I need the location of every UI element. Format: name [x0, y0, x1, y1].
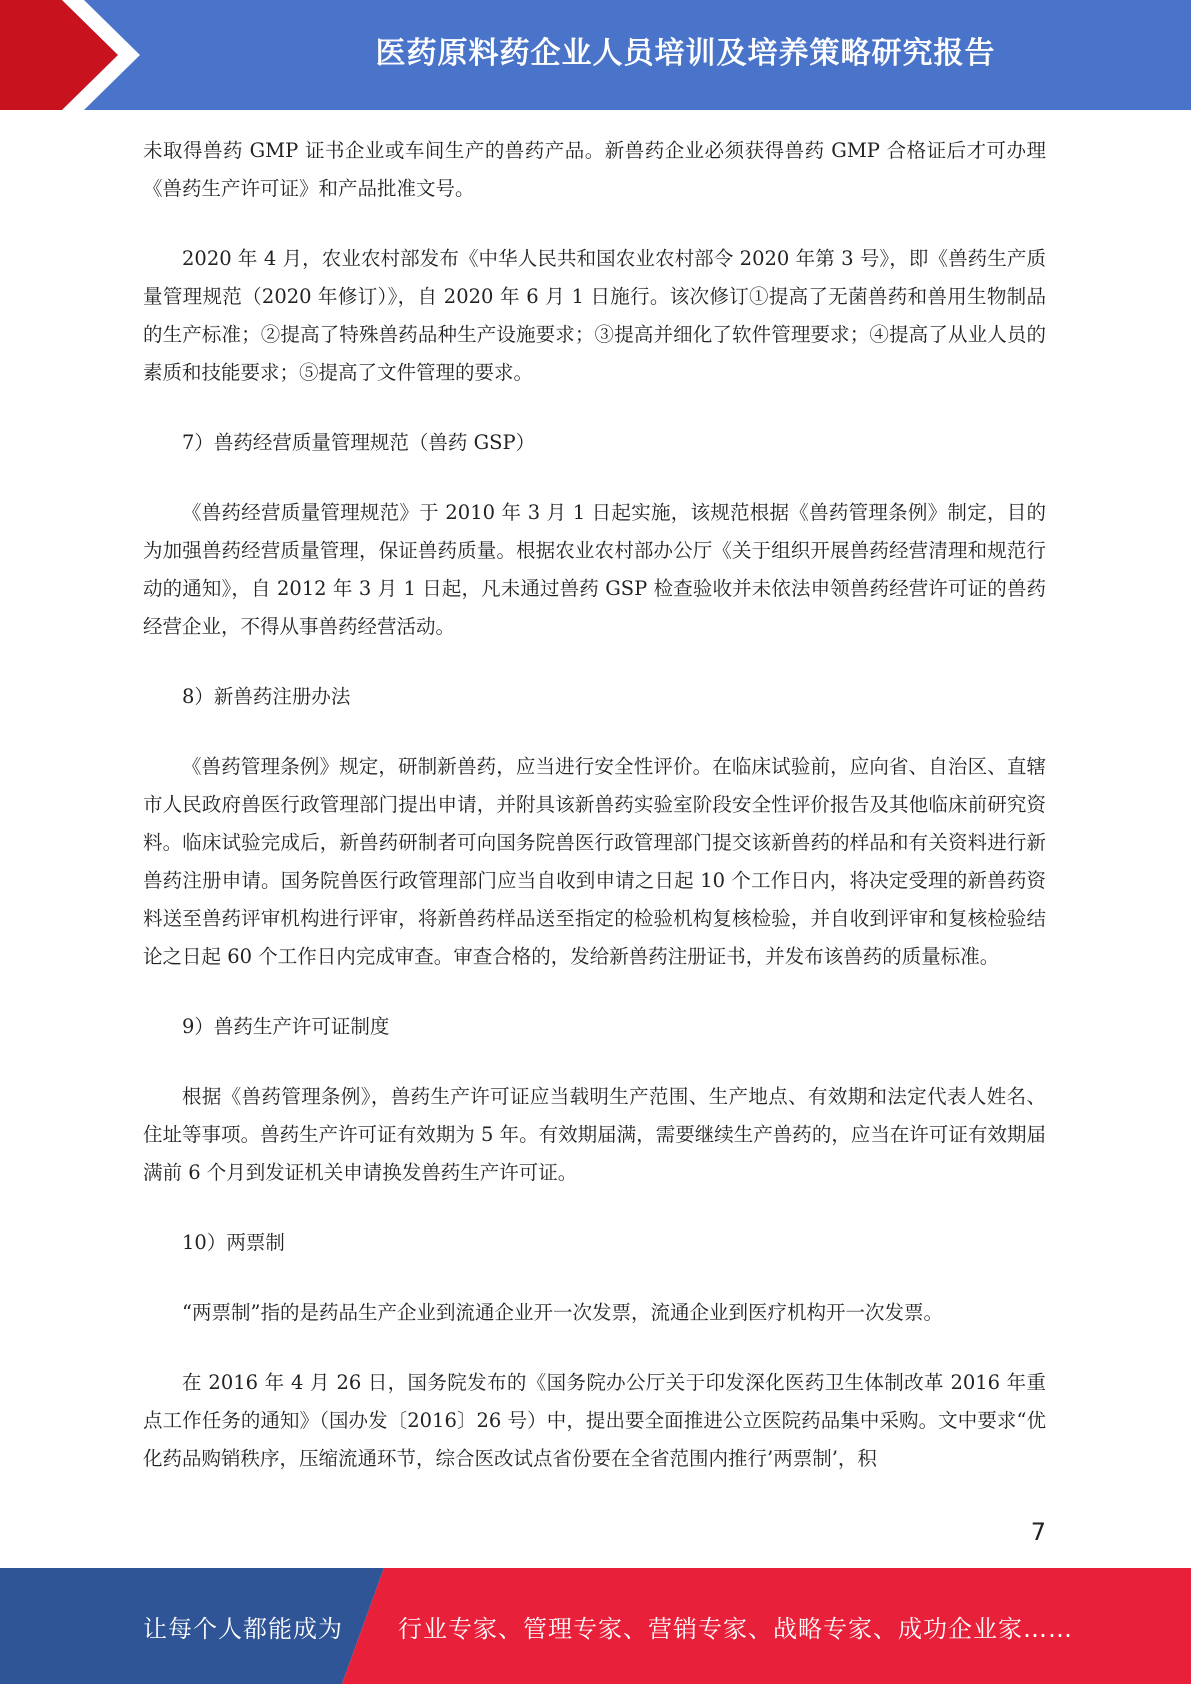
footer-slogan-left: 让每个人都能成为	[143, 1614, 343, 1643]
paragraph: “两票制”指的是药品生产企业到流通企业开一次发票，流通企业到医疗机构开一次发票。	[182, 1301, 943, 1324]
paragraph: 《兽药管理条例》规定，研制新兽药，应当进行安全性评价。在临床试验前，应向省、自治区、直辖市人民政府兽医行政管理部门提出申请，并附具该新兽药实验室阶段安全性评价报告及其他临床前研究资料。临床试验完成后，新兽药研制者可向国务院兽医行政管理部门提交该新兽药的样品和有关资料进行新兽药注册申请。国务院兽医行政管理部门应当自收到申请之日起 10 个工作日内，将决定受理的新兽药资料送至兽药评审机构进行评审，将新兽药样品送至指定的检验机构复核检验，并自收到评审和复核检验结论之日起 60 个工作日内完成审查。审查合格的，发给新兽药注册证书，并发布该兽药的质量标准。	[143, 755, 1046, 968]
paragraph: 2020 年 4 月，农业农村部发布《中华人民共和国农业农村部令 2020 年第 3 号》，即《兽药生产质量管理规范（2020 年修订）》，自 2020 年 6 月 1 日施行。该次修订①提高了无菌兽药和兽用生物制品的生产标准；②提高了特殊兽药品种生产设施要求；③提高并细化了软件管理要求；④提高了从业人员的素质和技能要求；⑤提高了文件管理的要求。	[143, 247, 1046, 384]
page-footer	[0, 1568, 1191, 1684]
section-heading: 10）两票制	[182, 1231, 285, 1254]
paragraph: 《兽药经营质量管理规范》于 2010 年 3 月 1 日起实施，该规范根据《兽药管理条例》制定，目的为加强兽药经营质量管理，保证兽药质量。根据农业农村部办公厅《关于组织开展兽药经营清理和规范行动的通知》，自 2012 年 3 月 1 日起，凡未通过兽药 GSP 检查验收并未依法申领兽药经营许可证的兽药经营企业，不得从事兽药经营活动。	[143, 501, 1046, 638]
paragraph: 未取得兽药 GMP 证书企业或车间生产的兽药产品。新兽药企业必须获得兽药 GMP 合格证后才可办理《兽药生产许可证》和产品批准文号。	[143, 139, 1046, 200]
header-chevron-graphic	[0, 0, 150, 110]
footer-slogan-right: 行业专家、管理专家、营销专家、战略专家、成功企业家……	[398, 1614, 1073, 1643]
document-body	[143, 132, 1046, 1510]
page-number: 7	[1030, 1518, 1046, 1546]
page-header	[0, 0, 1191, 110]
section-heading: 9）兽药生产许可证制度	[182, 1015, 390, 1038]
section-heading: 8）新兽药注册办法	[182, 685, 351, 708]
section-heading: 7）兽药经营质量管理规范（兽药 GSP）	[182, 431, 536, 454]
paragraph: 在 2016 年 4 月 26 日，国务院发布的《国务院办公厅关于印发深化医药卫生体制改革 2016 年重点工作任务的通知》（国办发〔2016〕26 号）中，提出要全面推进公立医院药品集中采购。文中要求“优化药品购销秩序，压缩流通环节，综合医改试点省份要在全省范围内推行’两票制’，积	[143, 1371, 1046, 1470]
paragraph: 根据《兽药管理条例》，兽药生产许可证应当载明生产范围、生产地点、有效期和法定代表人姓名、住址等事项。兽药生产许可证有效期为 5 年。有效期届满，需要继续生产兽药的，应当在许可证有效期届满前 6 个月到发证机关申请换发兽药生产许可证。	[143, 1085, 1046, 1184]
report-title: 医药原料药企业人员培训及培养策略研究报告	[375, 36, 996, 71]
